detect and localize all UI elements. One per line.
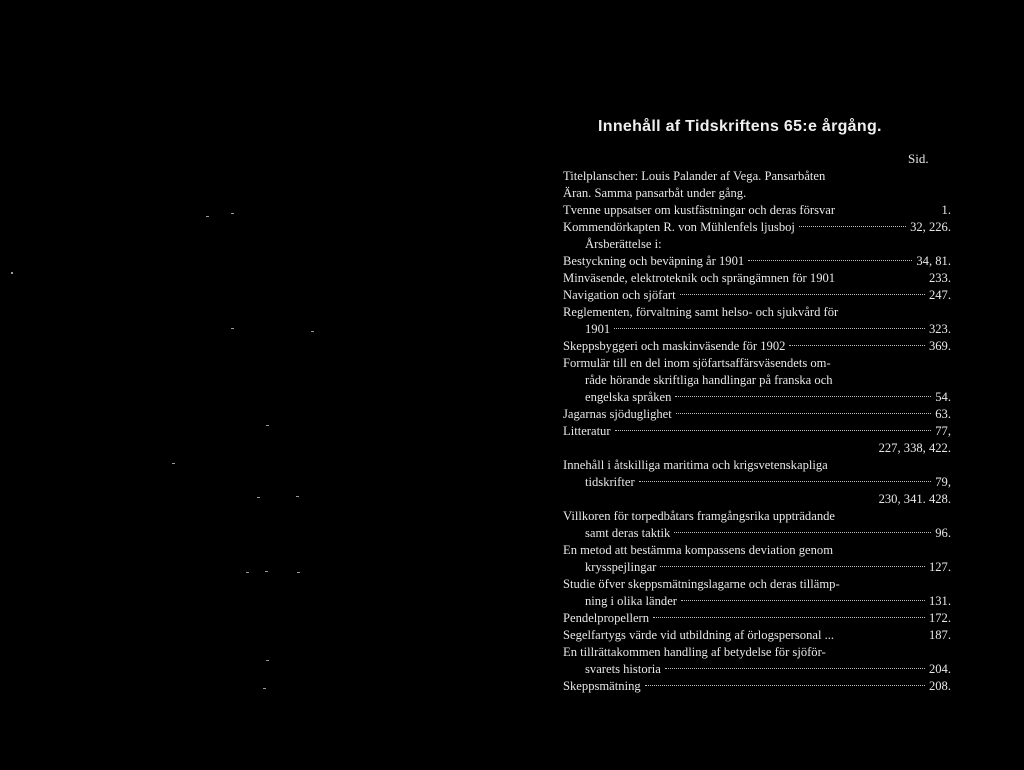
page-title: Innehåll af Tidskriftens 65:e årgång.	[598, 118, 882, 135]
toc-entry	[563, 576, 951, 610]
toc-page-number: 187.	[928, 628, 951, 642]
dot-leader	[748, 260, 912, 261]
toc-entry	[563, 644, 951, 678]
toc-entry	[563, 168, 951, 202]
toc-line	[563, 321, 951, 338]
toc-entry-text: samt deras taktik	[585, 526, 671, 540]
dot-leader	[645, 685, 925, 686]
toc-line	[563, 287, 951, 304]
toc-line	[563, 542, 951, 559]
toc-entry	[563, 304, 951, 338]
toc-line	[563, 610, 951, 627]
toc-entry-text: Innehåll i åtskilliga maritima och krigsvetenskapliga	[563, 458, 828, 472]
toc-entry-text: krysspejlingar	[585, 560, 657, 574]
toc-page-number: 208.	[928, 679, 951, 693]
toc-entry-text: En tillrättakommen handling af betydelse för sjöför-	[563, 645, 826, 659]
toc-page-number: 204.	[928, 662, 951, 676]
toc-line	[563, 593, 951, 610]
toc-line	[563, 355, 951, 372]
toc-entry-text: ning i olika länder	[585, 594, 677, 608]
toc-entry-text: En metod att bestämma kompassens deviation genom	[563, 543, 834, 557]
toc-entry-text: Pendelpropellern	[563, 611, 650, 625]
toc-entry-text: Skeppsmätning	[563, 679, 641, 693]
toc-line	[563, 559, 951, 576]
toc-page-number: 63.	[935, 407, 951, 421]
toc-line	[563, 270, 951, 287]
toc-entry-text: råde hörande skriftliga handlingar på franska och	[585, 373, 833, 387]
toc-line	[563, 457, 951, 474]
toc-entry-text: Litteratur	[563, 424, 611, 438]
dot-leader	[789, 345, 925, 346]
toc-line	[563, 185, 951, 202]
toc-line	[563, 440, 951, 457]
toc-entry-text: Navigation och sjöfart	[563, 288, 676, 302]
scan-speck	[206, 216, 209, 217]
toc-entry	[563, 253, 951, 270]
toc-line	[563, 525, 951, 542]
dot-leader	[675, 396, 931, 397]
toc-entry-text: Titelplanscher: Louis Palander af Vega. Pansarbåten	[563, 169, 826, 183]
toc-page-number: 323.	[928, 322, 951, 336]
scan-speck	[257, 497, 260, 498]
toc-page-number: 77,	[935, 424, 951, 438]
toc-entry	[563, 423, 951, 457]
toc-entry	[563, 457, 951, 508]
scan-speck	[11, 272, 13, 274]
toc-entry	[563, 219, 951, 236]
toc-page-number: 79,	[935, 475, 951, 489]
scan-speck	[266, 660, 269, 661]
toc-entry-text: Segelfartygs värde vid utbildning af örlogspersonal ...	[563, 628, 835, 642]
toc-page-number: 230, 341. 428.	[878, 492, 951, 506]
toc-line	[563, 202, 951, 219]
toc-line	[563, 508, 951, 525]
toc-entry-text: Formulär till en del inom sjöfartsaffärsväsendets om-	[563, 356, 831, 370]
dot-leader	[665, 668, 925, 669]
toc-page-number: 369.	[928, 339, 951, 353]
dot-leader	[676, 413, 931, 414]
scan-speck	[266, 425, 269, 426]
toc-entry-text: Jagarnas sjöduglighet	[563, 407, 672, 421]
dot-leader	[674, 532, 931, 533]
toc-entry-text: engelska språken	[585, 390, 672, 404]
toc-entry	[563, 355, 951, 406]
toc-line	[563, 661, 951, 678]
scan-speck	[296, 496, 299, 497]
toc-entry-text: Tvenne uppsatser om kustfästningar och deras försvar	[563, 203, 836, 217]
toc-entry-text: Årsberättelse i:	[585, 237, 662, 251]
toc-line	[563, 474, 951, 491]
scan-speck	[263, 688, 266, 689]
toc-page-number: 227, 338, 422.	[878, 441, 951, 455]
toc-line	[563, 338, 951, 355]
toc-page-number: 172.	[928, 611, 951, 625]
scan-speck	[231, 328, 234, 329]
toc-entry-text: Studie öfver skeppsmätningslagarne och deras tillämp-	[563, 577, 840, 591]
toc-line	[563, 406, 951, 423]
toc-entry-text: svarets historia	[585, 662, 661, 676]
toc-page-number: 127.	[928, 560, 951, 574]
scan-speck	[246, 572, 249, 573]
toc-page-number: 233.	[928, 271, 951, 285]
toc-line	[563, 644, 951, 661]
scan-speck	[231, 213, 234, 214]
dot-leader	[681, 600, 925, 601]
toc-page-number: 54.	[935, 390, 951, 404]
toc-entry	[563, 338, 951, 355]
toc-entry	[563, 610, 951, 627]
toc-line	[563, 236, 951, 253]
toc-page-number: 247.	[928, 288, 951, 302]
toc-entry	[563, 542, 951, 576]
toc-line	[563, 678, 951, 695]
toc-page-number: 96.	[935, 526, 951, 540]
toc-page-number: 32, 226.	[910, 220, 951, 234]
toc-entry-text: Reglementen, förvaltning samt helso- och sjukvård för	[563, 305, 839, 319]
table-of-contents	[563, 168, 951, 695]
toc-line	[563, 372, 951, 389]
toc-entry	[563, 270, 951, 287]
toc-entry-text: Skeppsbyggeri och maskinväsende för 1902	[563, 339, 786, 353]
dot-leader	[653, 617, 925, 618]
toc-entry-text: Villkoren för torpedbåtars framgångsrika uppträdande	[563, 509, 836, 523]
page-column-header: Sid.	[908, 151, 929, 166]
dot-leader	[660, 566, 925, 567]
toc-entry-text: Bestyckning och beväpning år 1901	[563, 254, 745, 268]
toc-line	[563, 389, 951, 406]
dot-leader	[615, 430, 932, 431]
toc-line	[563, 253, 951, 270]
toc-entry-text: Kommendörkapten R. von Mühlenfels ljusboj	[563, 220, 795, 234]
toc-entry	[563, 202, 951, 219]
scan-speck	[265, 571, 268, 572]
toc-page-number: 1.	[941, 203, 951, 217]
toc-entry	[563, 678, 951, 695]
toc-line	[563, 576, 951, 593]
toc-entry	[563, 406, 951, 423]
toc-line	[563, 219, 951, 236]
toc-entry-text: Äran. Samma pansarbåt under gång.	[563, 186, 747, 200]
toc-page-number: 131.	[928, 594, 951, 608]
toc-entry-text: Minväsende, elektroteknik och sprängämnen för 1901	[563, 271, 836, 285]
scan-speck	[172, 463, 175, 464]
toc-entry	[563, 236, 951, 253]
toc-entry-text: 1901	[585, 322, 611, 336]
scan-speck	[297, 572, 300, 573]
toc-line	[563, 627, 951, 644]
toc-line	[563, 168, 951, 185]
toc-page-number: 34, 81.	[916, 254, 951, 268]
toc-entry	[563, 287, 951, 304]
toc-line	[563, 491, 951, 508]
dot-leader	[639, 481, 932, 482]
toc-line	[563, 423, 951, 440]
toc-line	[563, 304, 951, 321]
dot-leader	[614, 328, 925, 329]
dot-leader	[680, 294, 925, 295]
toc-entry-text: tidskrifter	[585, 475, 635, 489]
dot-leader	[799, 226, 906, 227]
toc-entry	[563, 508, 951, 542]
toc-entry	[563, 627, 951, 644]
scan-speck	[311, 331, 314, 332]
